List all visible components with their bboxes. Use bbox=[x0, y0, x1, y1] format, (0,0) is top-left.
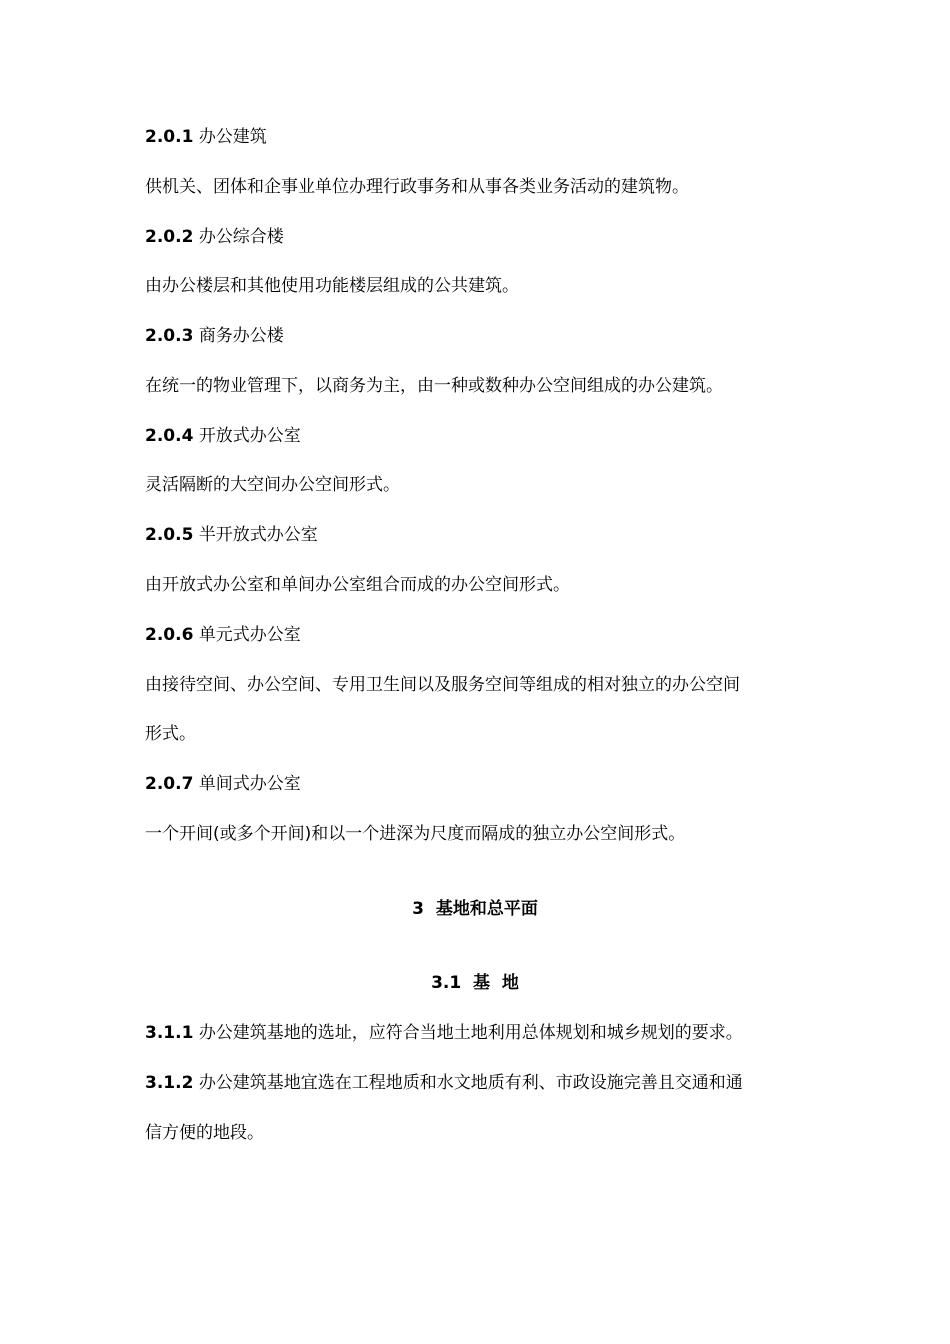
term-title: 半开放式办公室 bbox=[198, 525, 318, 545]
term-heading bbox=[145, 225, 815, 249]
clause bbox=[145, 1071, 815, 1095]
term-number: 2.0.3 bbox=[145, 326, 194, 346]
term-title: 单元式办公室 bbox=[198, 625, 301, 645]
term-number: 2.0.5 bbox=[145, 525, 194, 545]
term-title: 单间式办公室 bbox=[198, 774, 301, 794]
clause-number: 3.1.1 bbox=[145, 1023, 194, 1043]
term-title: 办公综合楼 bbox=[198, 227, 284, 247]
term-definition-continuation: 形式。 bbox=[145, 724, 196, 744]
term-title: 商务办公楼 bbox=[198, 326, 284, 346]
term-definition: 一个开间(或多个开间)和以一个进深为尺度而隔成的独立办公空间形式。 bbox=[145, 824, 686, 844]
clause bbox=[145, 1021, 815, 1045]
term-number: 2.0.2 bbox=[145, 227, 194, 247]
term-heading bbox=[145, 424, 815, 448]
term-title: 办公建筑 bbox=[198, 127, 267, 147]
term-definition: 供机关、团体和企事业单位办理行政事务和从事各类业务活动的建筑物。 bbox=[145, 177, 689, 197]
term-number: 2.0.1 bbox=[145, 127, 194, 147]
term-definition: 灵活隔断的大空间办公空间形式。 bbox=[145, 475, 400, 495]
clause-text: 办公建筑基地宜选在工程地质和水文地质有利、市政设施完善且交通和通 bbox=[198, 1073, 743, 1093]
term-number: 2.0.7 bbox=[145, 774, 194, 794]
term-heading bbox=[145, 623, 815, 647]
term-number: 2.0.4 bbox=[145, 426, 194, 446]
term-heading bbox=[145, 324, 815, 348]
clause-number: 3.1.2 bbox=[145, 1073, 194, 1093]
term-heading bbox=[145, 772, 815, 796]
term-heading bbox=[145, 523, 815, 547]
term-definition: 在统一的物业管理下，以商务为主，由一种或数种办公空间组成的办公建筑。 bbox=[145, 376, 723, 396]
chapter-heading: 3 基地和总平面 bbox=[412, 899, 538, 919]
term-definition: 由办公楼层和其他使用功能楼层组成的公共建筑。 bbox=[145, 276, 519, 296]
term-definition: 由接待空间、办公空间、专用卫生间以及服务空间等组成的相对独立的办公空间 bbox=[145, 675, 740, 695]
clause-continuation: 信方便的地段。 bbox=[145, 1123, 264, 1143]
term-title: 开放式办公室 bbox=[198, 426, 301, 446]
term-heading bbox=[145, 125, 815, 149]
section-heading: 3.1 基 地 bbox=[431, 973, 519, 993]
term-number: 2.0.6 bbox=[145, 625, 194, 645]
term-definition: 由开放式办公室和单间办公室组合而成的办公空间形式。 bbox=[145, 575, 570, 595]
clause-text: 办公建筑基地的选址，应符合当地土地利用总体规划和城乡规划的要求。 bbox=[198, 1023, 743, 1043]
